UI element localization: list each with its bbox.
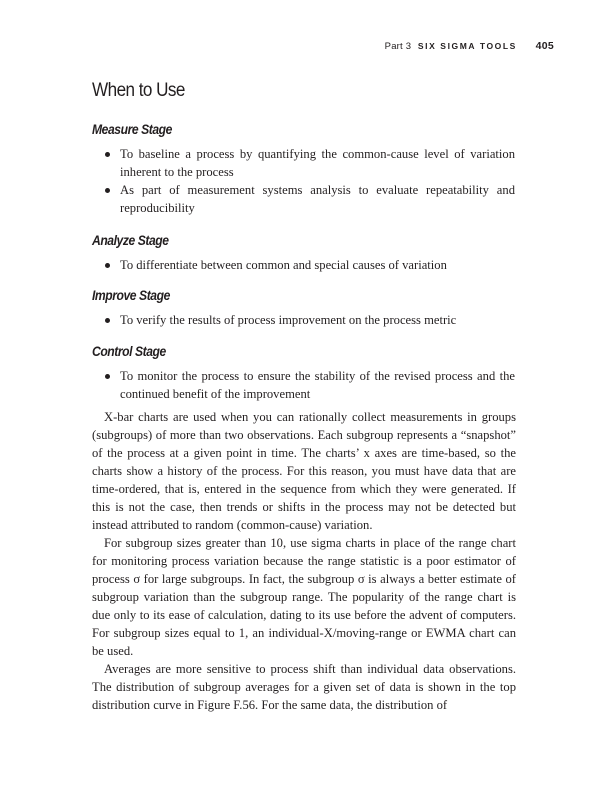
- paragraph: For subgroup sizes greater than 10, use sigma charts in place of the range chart for monitoring process variation because the range statistic is a poor estimator of process σ for large subgroups. In fact, the subgroup σ is always a better estimate of subgroup variation than the subgroup range. The popularity of the range chart is due only to its ease of calculation, dating to its use before the advent of computers. For subgroup sizes equal to 1, an individual-X/moving-range or EWMA chart can be used.: [92, 536, 516, 658]
- bullet-item: [104, 367, 515, 403]
- paragraph: Averages are more sensitive to process shift than individual data observations. The distribution of subgroup averages for a given set of data is shown in the top distribution curve in Figure F.56. For the same data, the distribution of: [92, 662, 516, 712]
- header-section-title: SIX SIGMA TOOLS: [417, 41, 517, 51]
- running-header: [385, 40, 554, 52]
- bullet-dot-icon: [105, 263, 110, 268]
- bullet-item: [104, 256, 515, 274]
- bullet-text: To differentiate between common and special causes of variation: [120, 258, 447, 272]
- bullet-text: To monitor the process to ensure the stability of the revised process and the continued benefit of the improvement: [120, 369, 515, 401]
- control-bullets: [104, 367, 515, 403]
- body-text: [92, 408, 516, 714]
- bullet-dot-icon: [105, 318, 110, 323]
- stage-title-measure: Measure Stage: [92, 122, 172, 137]
- bullet-dot-icon: [105, 374, 110, 379]
- stage-title-control: Control Stage: [92, 344, 166, 359]
- bullet-dot-icon: [105, 152, 110, 157]
- stage-title-analyze: Analyze Stage: [92, 233, 169, 248]
- bullet-item: [104, 181, 515, 217]
- analyze-bullets: [104, 256, 515, 274]
- header-part: Part 3: [384, 41, 412, 52]
- page-number: 405: [535, 40, 554, 52]
- bullet-text: As part of measurement systems analysis to evaluate repeatability and reproducibility: [120, 183, 515, 215]
- bullet-text: To verify the results of process improvement on the process metric: [120, 313, 457, 327]
- bullet-dot-icon: [105, 188, 110, 193]
- stage-title-improve: Improve Stage: [92, 288, 170, 303]
- section-heading: When to Use: [92, 80, 185, 101]
- bullet-item: [104, 145, 515, 181]
- measure-bullets: [104, 145, 515, 217]
- improve-bullets: [104, 311, 515, 329]
- paragraph: X-bar charts are used when you can rationally collect measurements in groups (subgroups) of more than two observations. Each subgroup represents a “snapshot” of the process at a given point in time. The charts’ x axes are time-based, so the charts show a history of the process. For this reason, you must have data that are time-ordered, that is, entered in the sequence from which they were generated. If this is not the case, then trends or shifts in the process may not be detected but instead attributed to random (common-cause) variation.: [92, 410, 516, 532]
- bullet-text: To baseline a process by quantifying the common-cause level of variation inherent to the process: [120, 147, 515, 179]
- bullet-item: [104, 311, 515, 329]
